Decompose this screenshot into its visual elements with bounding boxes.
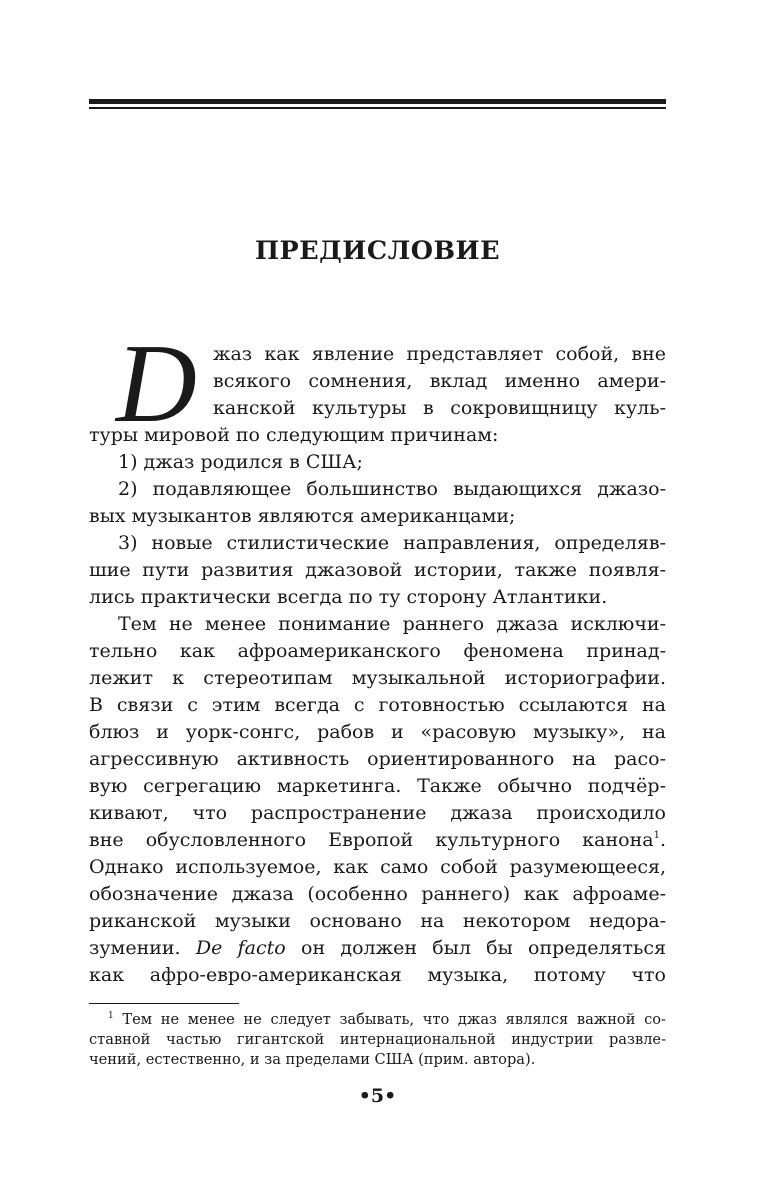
header-rule-thick (89, 99, 666, 104)
footnote-rule (89, 1003, 239, 1004)
text-line: лежит к стереотипам музыкальной историографии. (89, 667, 666, 689)
text-line: вую сегрегацию маркетинга. Также обычно подчёр- (89, 775, 666, 797)
text-line: В связи с этим всегда с готовностью ссылаются на (89, 694, 666, 716)
footnote-line: ставной частью гигантской интернациональной индустрии развле- (89, 1031, 666, 1048)
text-line: как афро-евро-американская музыка, потому что (89, 964, 666, 986)
drop-cap: D (116, 322, 197, 446)
text-line: жаз как явление представляет собой, вне (213, 343, 666, 365)
text-line-with-footnote: вне обусловленного Европой культурного канона$^1$. (89, 829, 666, 851)
footnote-line: чений, естественно, и за пределами США (прим. автора). (89, 1051, 536, 1068)
header-rule-thin (89, 107, 666, 109)
text-line: Однако используемое, как само собой разумеющееся, (89, 856, 666, 878)
footnote-reference[interactable]: 1 (653, 830, 660, 841)
text-line: Тем не менее понимание раннего джаза исключи- (118, 613, 666, 635)
text-line-de-facto: зумении. De facto он должен был бы определяться (89, 937, 666, 959)
text-line: риканской музыки основано на некотором недора- (89, 910, 666, 932)
page-title: ПРЕДИСЛОВИЕ (254, 236, 501, 266)
de-facto-italic: De facto (195, 937, 286, 959)
footnote-line-1: $^1$ Тем не менее не следует забывать, что джаз являлся важной со- (108, 1011, 666, 1028)
page-number: •5• (358, 1085, 397, 1107)
text-line: 3) новые стилистические направления, определяв- (118, 532, 666, 554)
text-line: канской культуры в сокровищницу куль- (213, 397, 666, 419)
text-line: тельно как афроамериканского феномена принад- (89, 640, 666, 662)
text-line: вых музыкантов являются американцами; (89, 505, 516, 527)
text-line: блюз и уорк-сонгс, рабов и «расовую музыку», на (89, 721, 666, 743)
text-line: 1) джаз родился в США; (118, 451, 363, 473)
text-line: 2) подавляющее большинство выдающихся джазо- (118, 478, 666, 500)
text-line: туры мировой по следующим причинам: (89, 424, 499, 446)
text-line: лись практически всегда по ту сторону Атлантики. (89, 586, 608, 608)
text-line: агрессивную активность ориентированного на расо- (89, 748, 666, 770)
text-line: всякого сомнения, вклад именно амери- (213, 370, 666, 392)
text-line: кивают, что распространение джаза происходило (89, 802, 666, 824)
text-line: шие пути развития джазовой истории, также появля- (89, 559, 666, 581)
text-line: обозначение джаза (особенно раннего) как афроаме- (89, 883, 666, 905)
